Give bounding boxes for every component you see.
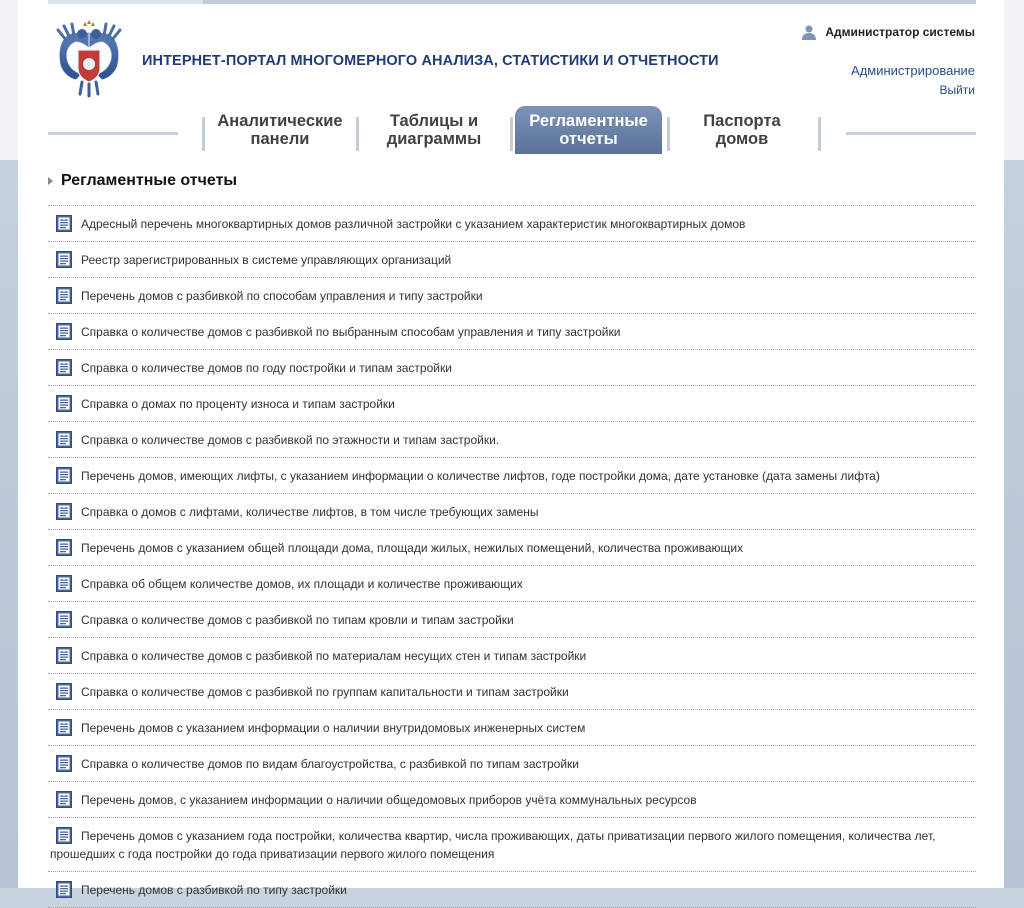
report-item[interactable]: [48, 314, 976, 350]
document-icon: [56, 215, 72, 232]
tab-label-line2: диаграммы: [386, 130, 482, 148]
report-list: [48, 206, 976, 908]
tab-separator: [356, 117, 359, 151]
report-item[interactable]: [48, 494, 976, 530]
report-item[interactable]: [48, 674, 976, 710]
report-item[interactable]: [48, 782, 976, 818]
report-title: Справка о домов с лифтами, количестве лифтов, в том числе требующих замены: [81, 505, 539, 519]
document-icon: [56, 755, 72, 772]
section-title: Регламентные отчеты: [61, 172, 238, 189]
document-icon: [56, 719, 72, 736]
document-icon: [56, 503, 72, 520]
tab-label-line2: домов: [715, 130, 769, 148]
report-item[interactable]: [48, 206, 976, 242]
report-title: Перечень домов с разбивкой по способам управления и типу застройки: [81, 289, 483, 303]
user-info: [801, 24, 975, 40]
logout-link[interactable]: Выйти: [939, 83, 975, 97]
report-title: Справка об общем количестве домов, их площади и количестве проживающих: [81, 577, 523, 591]
content-page: [18, 0, 1004, 897]
document-icon: [56, 395, 72, 412]
document-icon: [56, 791, 72, 808]
report-item[interactable]: [48, 278, 976, 314]
document-icon: [56, 251, 72, 268]
admin-link[interactable]: Администрирование: [851, 63, 975, 78]
report-item[interactable]: [48, 818, 976, 872]
user-icon: [801, 24, 817, 40]
top-strip-accent: [203, 0, 976, 4]
portal-title: ИНТЕРНЕТ-ПОРТАЛ МНОГОМЕРНОГО АНАЛИЗА, СТАТИСТИКИ И ОТЧЕТНОСТИ: [142, 53, 719, 69]
report-item[interactable]: [48, 638, 976, 674]
report-title: Справка о количестве домов с разбивкой по выбранным способам управления и типу застройки: [81, 325, 621, 339]
section-arrow-icon: [48, 177, 53, 185]
report-title: Перечень домов, имеющих лифты, с указанием информации о количестве лифтов, годе постройки дома, дате установке (дата замены лифта): [81, 469, 880, 483]
tab-separator: [667, 117, 670, 151]
document-icon: [56, 881, 72, 898]
document-icon: [56, 611, 72, 628]
user-name: Администратор системы: [825, 25, 975, 39]
document-icon: [56, 323, 72, 340]
report-title: Справка о количестве домов по видам благоустройства, с разбивкой по типам застройки: [81, 757, 579, 771]
document-icon: [56, 467, 72, 484]
tab-label-line2: отчеты: [559, 130, 618, 148]
report-title: Перечень домов с разбивкой по типу застройки: [81, 883, 347, 897]
report-title: Справка о количестве домов с разбивкой по этажности и типам застройки.: [81, 433, 500, 447]
tab-label-line1: Паспорта: [703, 112, 781, 130]
report-item[interactable]: [48, 746, 976, 782]
report-title: Перечень домов с указанием года постройки, количества квартир, числа проживающих, даты приватизации первого жилого помещения, количества лет, прошедших с года постройки до года приватизации первого жилого помещения: [50, 829, 936, 861]
report-item[interactable]: [48, 242, 976, 278]
tab-baseline-left: [48, 132, 178, 135]
tab-house-passports[interactable]: [672, 106, 812, 154]
report-title: Справка о количестве домов с разбивкой по группам капитальности и типам застройки: [81, 685, 569, 699]
report-title: Справка о домах по проценту износа и типам застройки: [81, 397, 395, 411]
section-header: [48, 172, 237, 190]
document-icon: [56, 683, 72, 700]
eagle-emblem-icon: [52, 20, 126, 100]
report-title: Справка о количестве домов с разбивкой по материалам несущих стен и типам застройки: [81, 649, 587, 663]
report-item[interactable]: [48, 386, 976, 422]
report-item[interactable]: [48, 350, 976, 386]
report-title: Перечень домов с указанием общей площади дома, площади жилых, нежилых помещений, количества проживающих: [81, 541, 744, 555]
report-title: Перечень домов с указанием информации о наличии внутридомовых инженерных систем: [81, 721, 586, 735]
tab-separator: [202, 117, 205, 151]
report-item[interactable]: [48, 422, 976, 458]
report-item[interactable]: [48, 710, 976, 746]
tab-label-line2: панели: [250, 130, 310, 148]
report-title: Справка о количестве домов с разбивкой по типам кровли и типам застройки: [81, 613, 514, 627]
tab-separator: [510, 117, 513, 151]
tab-label-line1: Таблицы и: [389, 112, 479, 130]
tab-label-line1: Регламентные: [529, 112, 648, 130]
report-title: Справка о количестве домов по году постройки и типам застройки: [81, 361, 452, 375]
tab-separator: [818, 117, 821, 151]
document-icon: [56, 431, 72, 448]
tab-regulated-reports[interactable]: [515, 106, 662, 154]
document-icon: [56, 359, 72, 376]
report-item[interactable]: [48, 602, 976, 638]
report-item[interactable]: [48, 872, 976, 908]
document-icon: [56, 575, 72, 592]
report-title: Адресный перечень многоквартирных домов различной застройки с указанием характеристик многоквартирных домов: [81, 217, 746, 231]
tab-tables-and-charts[interactable]: [362, 106, 506, 154]
report-title: Перечень домов, с указанием информации о наличии общедомовых приборов учёта коммунальных ресурсов: [81, 793, 697, 807]
tab-baseline-right: [846, 132, 976, 135]
report-item[interactable]: [48, 566, 976, 602]
document-icon: [56, 827, 72, 844]
document-icon: [56, 539, 72, 556]
tab-label-line1: Аналитические: [217, 112, 343, 130]
report-item[interactable]: [48, 530, 976, 566]
report-title: Реестр зарегистрированных в системе управляющих организаций: [81, 253, 452, 267]
report-item[interactable]: [48, 458, 976, 494]
document-icon: [56, 287, 72, 304]
document-icon: [56, 647, 72, 664]
tab-analytic-panels[interactable]: [208, 106, 352, 154]
